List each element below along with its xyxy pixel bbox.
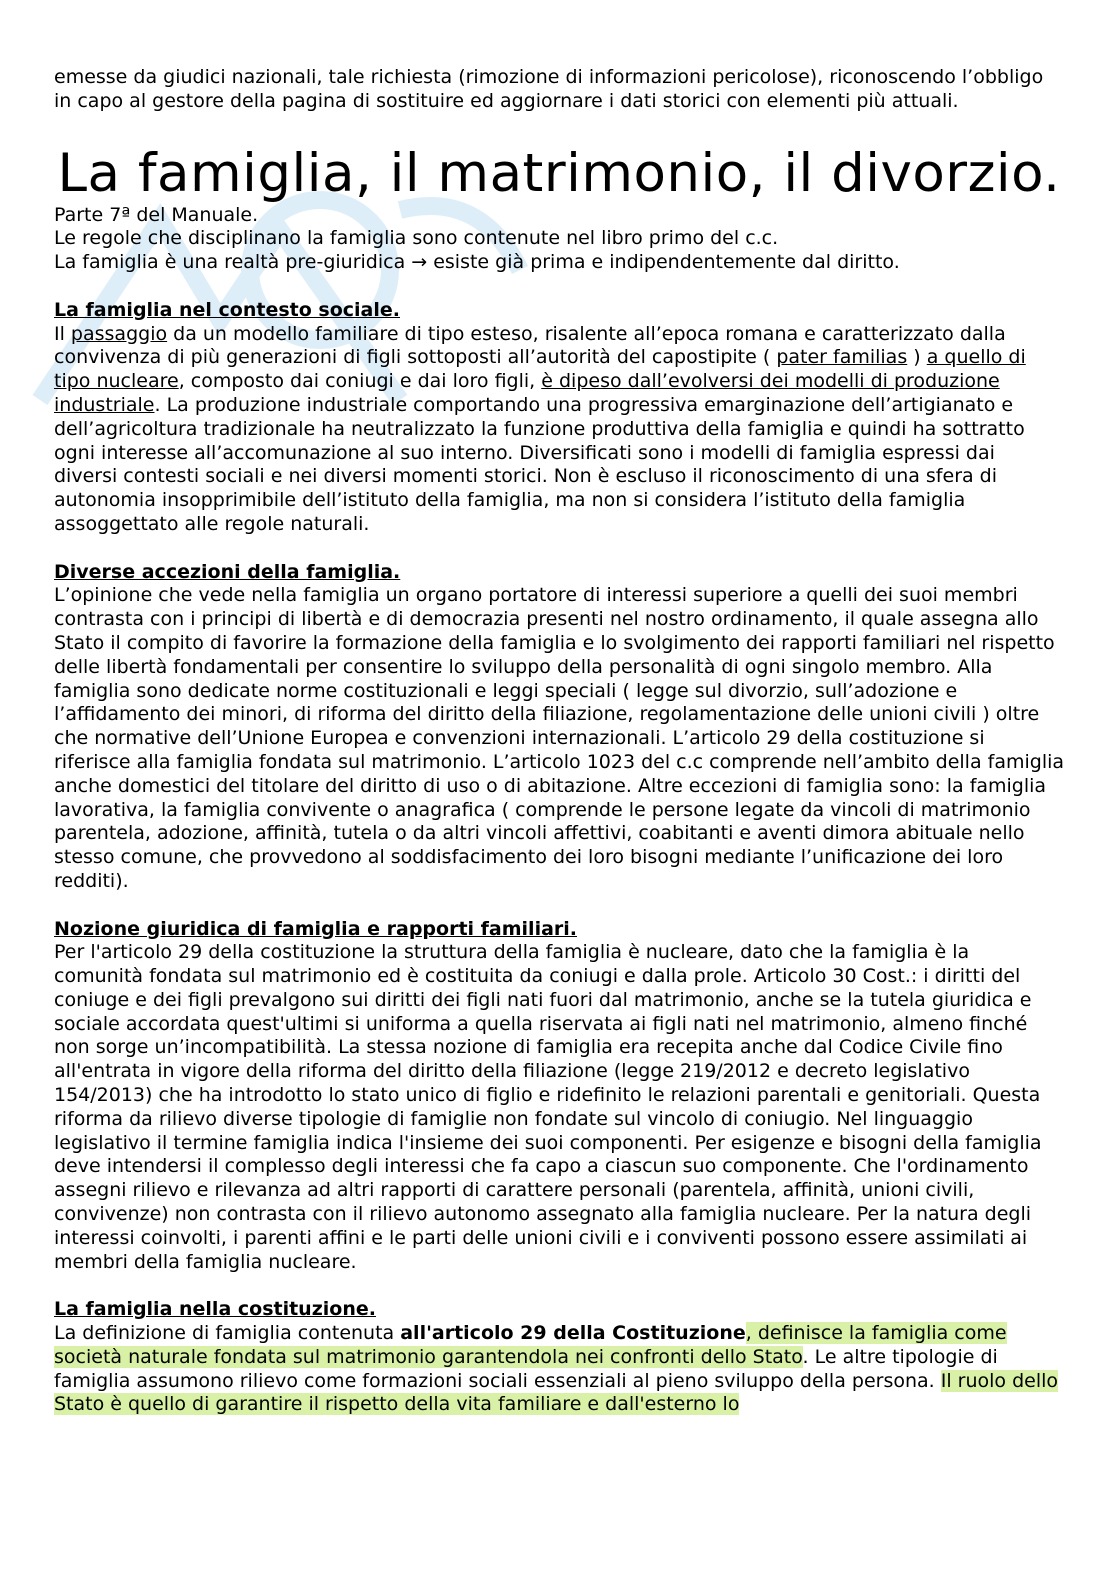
bold-article-29: all'articolo 29 della Costituzione: [400, 1322, 746, 1345]
section-heading-constitution: La famiglia nella costituzione.: [54, 1298, 376, 1321]
section-heading-legal-notion: Nozione giuridica di famiglia e rapporti familiari.: [54, 917, 578, 940]
section-paragraph-constitution: La definizione di famiglia contenuta all'articolo 29 della Costituzione, definisce la famiglia come società naturale fondata sul matrimonio garantendola nei confronti dello Stato. Le altre tipologie di famiglia assumono rilievo come formazioni sociali essenziali al pieno sviluppo della persona. Il ruolo dello Stato è quello di garantire il rispetto della vita familiare e dall'esterno lo: [54, 1322, 1059, 1416]
lead-line-3: La famiglia è una realtà pre-giuridica → esiste già prima e indipendentemente dal diritto.: [54, 251, 900, 274]
lead-line-2: Le regole che disciplinano la famiglia sono contenute nel libro primo del c.c.: [54, 227, 779, 250]
section-heading-social-context: La famiglia nel contesto sociale.: [54, 298, 400, 321]
highlight-definition: , definisce la famiglia come società naturale fondata sul matrimonio garantendola nei confronti dello Stato: [54, 1322, 1007, 1368]
highlight-state-role: Il ruolo dello Stato è quello di garantire il rispetto della vita familiare e dall'esterno lo: [54, 1369, 1059, 1416]
section-paragraph-legal-notion: Per l'articolo 29 della costituzione la struttura della famiglia è nucleare, dato che la famiglia è la comunità fondata sul matrimonio ed è costituita da coniugi e dalla prole. Articolo 30 Cost.: i diritti del coniuge e dei figli prevalgono sui diritti dei figli nati fuori dal matrimonio, anche se la tutela giuridica e sociale accordata quest'ultimi si uniforma a quella riservata ai figli nati nel matrimonio, almeno finché non sorge un’incompatibilità. La stessa nozione di famiglia era recepita anche dal Codice Civile fino all'entrata in vigore della riforma del diritto della filiazione (legge 219/2012 e decreto legislativo 154/2013) che ha introdotto lo stato unico di figlio e ridefinito le relazioni parentali e genitoriali. Questa riforma da rilievo diverse tipologie di famiglie non fondate sul vincolo di coniugio. Nel linguaggio legislativo il termine famiglia indica l'insieme dei suoi componenti. Per esigenze e bisogni della famiglia deve intendersi il complesso degli interessi che fa capo a ciascun suo componente. Che l'ordinamento assegni rilievo e rilevanza ad altri rapporti di carattere personali (parentela, affinità, unioni civili, convivenze) non contrasta con il rilievo autonomo assegnato alla famiglia nucleare. Per la natura degli interessi coinvolti, i parenti affini e le parti delle unioni civili e i conviventi possono essere assimilati ai membri della famiglia nucleare.: [54, 941, 1042, 1273]
section-paragraph-social-context: Il passaggio da un modello familiare di tipo esteso, risalente all’epoca romana e caratterizzato dalla convivenza di più generazioni di figli sottoposti all’autorità del capostipite ( pater familias ) a quello di tipo nucleare, composto dai coniugi e dai loro figli, è dipeso dall’evolversi dei modelli di produzione industriale. La produzione industriale comportando una progressiva emarginazione dell’artigianato e dell’agricoltura tradizionale ha neutralizzato la funzione produttiva della famiglia e quindi ha sottratto ogni interesse all’accomunazione al suo interno. Diversificati sono i modelli di famiglia espressi dai diversi contesti sociali e nei diversi momenti storici. Non è escluso il riconoscimento di una sfera di autonomia insopprimibile dell’istituto della famiglia, ma non si considera l’istituto della famiglia assoggettato alle regole naturali.: [54, 322, 1026, 535]
intro-paragraph: emesse da giudici nazionali, tale richiesta (rimozione di informazioni pericolose), riconoscendo l’obbligo in capo al gestore della pagina di sostituire ed aggiornare i dati storici con elementi più attuali.: [54, 66, 1044, 112]
page-title: La famiglia, il matrimonio, il divorzio.: [57, 142, 1061, 204]
lead-line-1: Parte 7ª del Manuale.: [54, 203, 259, 226]
section-paragraph-meanings: L’opinione che vede nella famiglia un organo portatore di interessi superiore a quelli dei suoi membri contrasta con i principi di libertà e di democrazia presenti nel nostro ordinamento, il quale assegna allo Stato il compito di favorire la formazione della famiglia e lo svolgimento dei rapporti familiari nel rispetto delle libertà fondamentali per consentire lo sviluppo della personalità di ogni singolo membro. Alla famiglia sono dedicate norme costituzionali e leggi speciali ( legge sul divorzio, sull’adozione e l’affidamento dei minori, di riforma del diritto della filiazione, regolamentazione delle unioni civili ) oltre che normative dell’Unione Europea e convenzioni internazionali. L’articolo 29 della costituzione si riferisce alla famiglia fondata sul matrimonio. L’articolo 1023 del c.c comprende nell’ambito della famiglia anche domestici del titolare del diritto di uso o di abitazione. Altre eccezioni di famiglia sono: la famiglia lavorativa, la famiglia convivente o anagrafica ( comprende le persone legate da vincoli di matrimonio parentela, adozione, affinità, tutela o da altri vincoli affettivi, coabitanti e aventi dimora abituale nello stesso comune, che provvedono al soddisfacimento dei loro bisogni mediante l’unificazione dei loro redditi).: [54, 584, 1065, 892]
document-page: [54, 66, 1064, 1417]
section-heading-meanings: Diverse accezioni della famiglia.: [54, 560, 401, 583]
